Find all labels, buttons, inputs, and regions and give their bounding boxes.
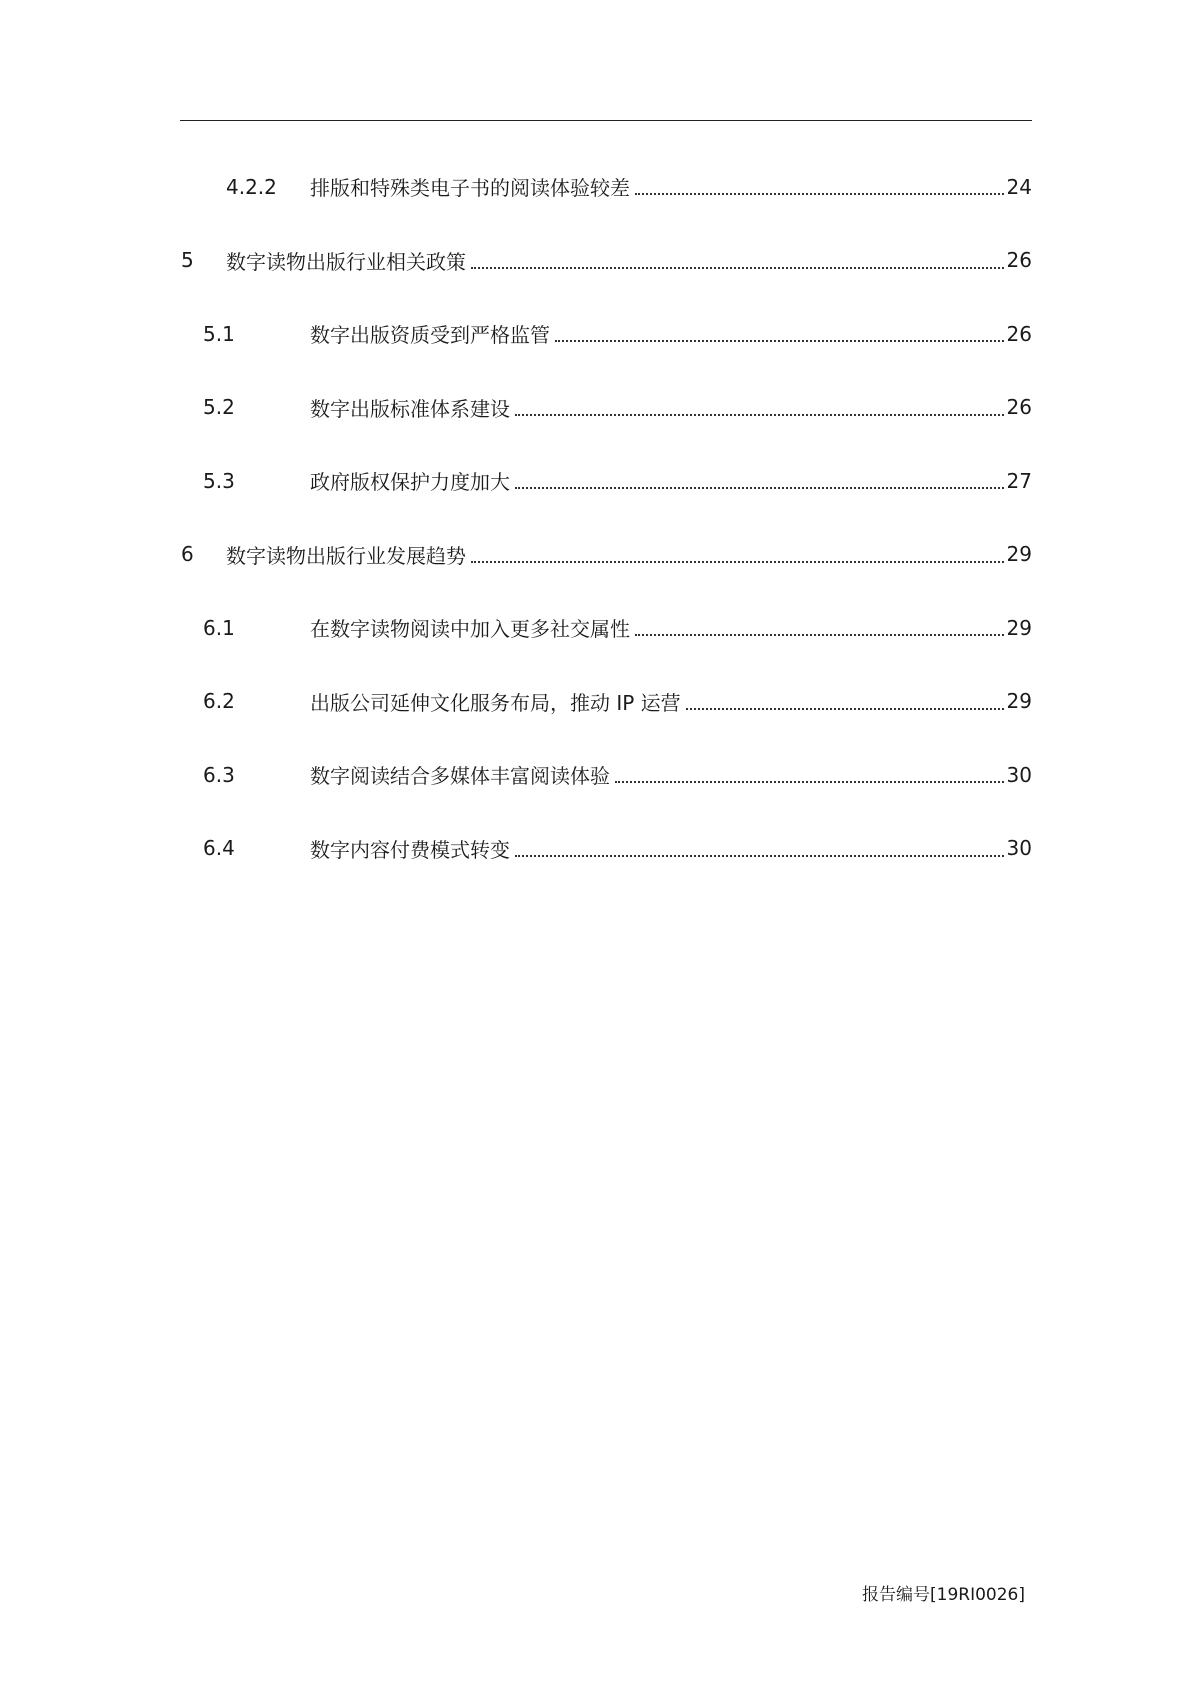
toc-entry-number: 4.2.2 bbox=[226, 174, 277, 199]
toc-entry-number: 6 bbox=[181, 542, 194, 567]
toc-entry-6-1[interactable] bbox=[180, 591, 1032, 665]
toc-entry-6-4[interactable] bbox=[180, 812, 1032, 886]
toc-entry-page: 26 bbox=[1006, 248, 1032, 273]
toc-dot-leader bbox=[615, 781, 1004, 783]
toc-entry-page: 27 bbox=[1006, 468, 1032, 493]
toc-entry-page: 29 bbox=[1006, 689, 1032, 714]
toc-entry-page: 30 bbox=[1006, 762, 1032, 787]
toc-entry-number: 6.2 bbox=[203, 689, 235, 714]
toc-dot-leader bbox=[515, 855, 1004, 857]
toc-entry-title: 数字阅读结合多媒体丰富阅读体验 bbox=[310, 760, 612, 789]
toc-dot-leader bbox=[686, 708, 1004, 710]
toc-entry-title: 数字出版资质受到严格监管 bbox=[310, 319, 552, 348]
toc-entry-5-3[interactable] bbox=[180, 444, 1032, 518]
toc-dot-leader bbox=[635, 193, 1004, 195]
toc-dot-leader bbox=[471, 267, 1004, 269]
toc-entry-title: 数字读物出版行业发展趋势 bbox=[226, 540, 468, 569]
toc-entry-number: 5 bbox=[181, 248, 194, 273]
toc-entry-5[interactable] bbox=[180, 224, 1032, 298]
toc-entry-page: 30 bbox=[1006, 836, 1032, 861]
toc-entry-page: 29 bbox=[1006, 542, 1032, 567]
toc-entry-title: 数字读物出版行业相关政策 bbox=[226, 246, 468, 275]
toc-entry-number: 5.1 bbox=[203, 321, 235, 346]
toc-entry-number: 6.1 bbox=[203, 615, 235, 640]
toc-entry-5-2[interactable] bbox=[180, 371, 1032, 445]
toc-entry-number: 5.2 bbox=[203, 395, 235, 420]
toc-entry-page: 24 bbox=[1006, 174, 1032, 199]
toc-entry-number: 6.4 bbox=[203, 836, 235, 861]
toc-dot-leader bbox=[471, 561, 1004, 563]
toc-entry-4-2-2[interactable] bbox=[180, 150, 1032, 224]
toc-dot-leader bbox=[515, 414, 1004, 416]
report-number: 报告编号[19RI0026] bbox=[862, 1585, 1025, 1605]
table-of-contents bbox=[180, 150, 1032, 885]
toc-entry-number: 5.3 bbox=[203, 468, 235, 493]
toc-entry-page: 26 bbox=[1006, 395, 1032, 420]
toc-entry-page: 26 bbox=[1006, 321, 1032, 346]
toc-dot-leader bbox=[515, 487, 1004, 489]
toc-entry-page: 29 bbox=[1006, 615, 1032, 640]
toc-entry-6[interactable] bbox=[180, 518, 1032, 592]
toc-entry-6-3[interactable] bbox=[180, 738, 1032, 812]
toc-entry-title: 出版公司延伸文化服务布局，推动 IP 运营 bbox=[310, 687, 683, 716]
toc-entry-number: 6.3 bbox=[203, 762, 235, 787]
toc-entry-title: 排版和特殊类电子书的阅读体验较差 bbox=[310, 172, 632, 201]
toc-entry-title: 在数字读物阅读中加入更多社交属性 bbox=[310, 613, 632, 642]
toc-entry-title: 数字内容付费模式转变 bbox=[310, 834, 512, 863]
toc-entry-title: 政府版权保护力度加大 bbox=[310, 466, 512, 495]
header-rule bbox=[180, 120, 1032, 121]
toc-entry-5-1[interactable] bbox=[180, 297, 1032, 371]
toc-dot-leader bbox=[635, 634, 1004, 636]
toc-dot-leader bbox=[555, 340, 1004, 342]
toc-entry-title: 数字出版标准体系建设 bbox=[310, 393, 512, 422]
toc-entry-6-2[interactable] bbox=[180, 665, 1032, 739]
